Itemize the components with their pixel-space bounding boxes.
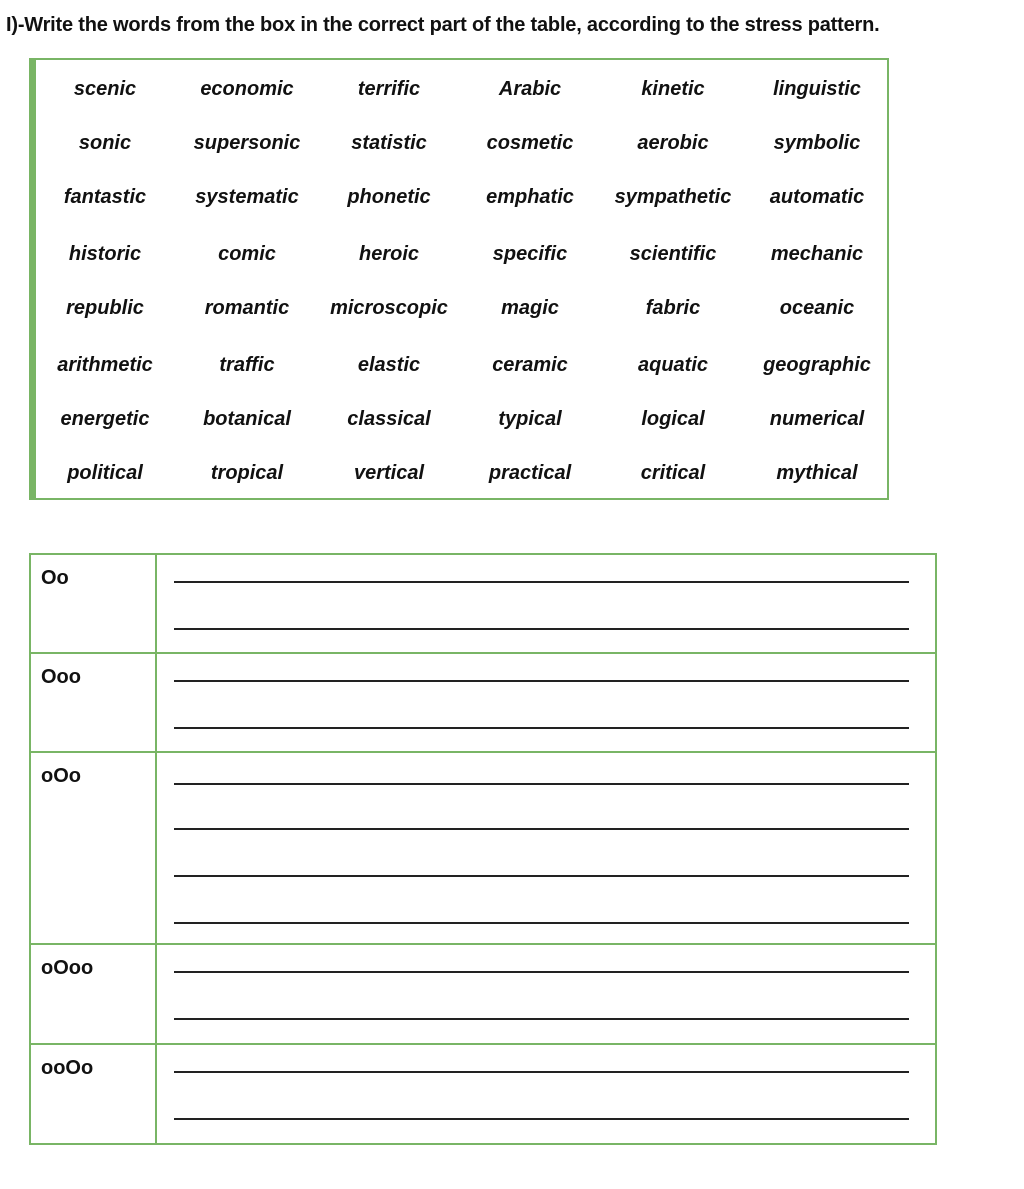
- answer-line[interactable]: [174, 783, 909, 785]
- answer-line[interactable]: [174, 727, 909, 729]
- word-item: geographic: [763, 354, 871, 376]
- word-item: linguistic: [773, 78, 861, 100]
- word-item: arithmetic: [57, 354, 153, 376]
- answer-line[interactable]: [174, 581, 909, 583]
- word-item: mechanic: [770, 243, 864, 265]
- word-item: scientific: [629, 243, 717, 265]
- answer-line[interactable]: [174, 1018, 909, 1020]
- stress-row: [30, 944, 936, 1044]
- word-item: emphatic: [486, 186, 574, 208]
- stress-pattern-label: oOo: [30, 752, 156, 944]
- word-item: mythical: [776, 462, 858, 484]
- word-item: fantastic: [63, 186, 147, 208]
- answer-area[interactable]: [156, 653, 936, 752]
- word-item: typical: [498, 408, 562, 430]
- answer-line[interactable]: [174, 875, 909, 877]
- word-grid: [36, 60, 887, 498]
- answer-line[interactable]: [174, 1071, 909, 1073]
- stress-row: [30, 554, 936, 653]
- word-item: romantic: [204, 297, 290, 319]
- stress-row: [30, 1044, 936, 1144]
- word-item: heroic: [358, 243, 420, 265]
- answer-line[interactable]: [174, 922, 909, 924]
- word-item: phonetic: [347, 186, 431, 208]
- stress-pattern-label: oOoo: [30, 944, 156, 1044]
- word-item: classical: [347, 408, 431, 430]
- stress-pattern-label: Ooo: [30, 653, 156, 752]
- word-item: specific: [492, 243, 568, 265]
- answer-line[interactable]: [174, 1118, 909, 1120]
- stress-pattern-label: ooOo: [30, 1044, 156, 1144]
- word-item: numerical: [769, 408, 865, 430]
- word-box: [29, 58, 889, 500]
- word-item: sympathetic: [614, 186, 732, 208]
- word-item: magic: [501, 297, 559, 319]
- word-item: critical: [640, 462, 706, 484]
- word-item: tropical: [210, 462, 284, 484]
- stress-row: [30, 653, 936, 752]
- word-item: terrific: [357, 78, 421, 100]
- word-item: supersonic: [193, 132, 301, 154]
- answer-line[interactable]: [174, 680, 909, 682]
- word-item: comic: [218, 243, 276, 265]
- word-item: systematic: [195, 186, 299, 208]
- word-item: economic: [200, 78, 294, 100]
- word-item: microscopic: [330, 297, 448, 319]
- word-item: automatic: [769, 186, 865, 208]
- stress-pattern-table: [29, 553, 937, 1145]
- word-item: traffic: [219, 354, 275, 376]
- word-item: oceanic: [779, 297, 855, 319]
- answer-area[interactable]: [156, 1044, 936, 1144]
- answer-line[interactable]: [174, 828, 909, 830]
- word-item: ceramic: [492, 354, 568, 376]
- word-item: botanical: [203, 408, 291, 430]
- answer-line[interactable]: [174, 628, 909, 630]
- answer-line[interactable]: [174, 971, 909, 973]
- word-item: aquatic: [637, 354, 709, 376]
- word-item: symbolic: [773, 132, 861, 154]
- word-item: practical: [488, 462, 572, 484]
- word-item: statistic: [351, 132, 427, 154]
- word-item: republic: [66, 297, 144, 319]
- word-item: kinetic: [641, 78, 705, 100]
- word-item: scenic: [73, 78, 137, 100]
- word-item: cosmetic: [486, 132, 574, 154]
- instruction-heading: I)-Write the words from the box in the correct part of the table, according to the stress pattern.: [6, 14, 880, 36]
- answer-area[interactable]: [156, 944, 936, 1044]
- word-item: aerobic: [637, 132, 709, 154]
- word-item: fabric: [645, 297, 701, 319]
- word-item: political: [67, 462, 143, 484]
- word-item: historic: [68, 243, 142, 265]
- stress-pattern-label: Oo: [30, 554, 156, 653]
- word-item: vertical: [353, 462, 425, 484]
- word-item: energetic: [60, 408, 150, 430]
- word-item: sonic: [78, 132, 132, 154]
- answer-area[interactable]: [156, 752, 936, 944]
- word-item: logical: [641, 408, 705, 430]
- answer-area[interactable]: [156, 554, 936, 653]
- word-item: elastic: [357, 354, 421, 376]
- word-item: Arabic: [498, 78, 562, 100]
- stress-row: [30, 752, 936, 944]
